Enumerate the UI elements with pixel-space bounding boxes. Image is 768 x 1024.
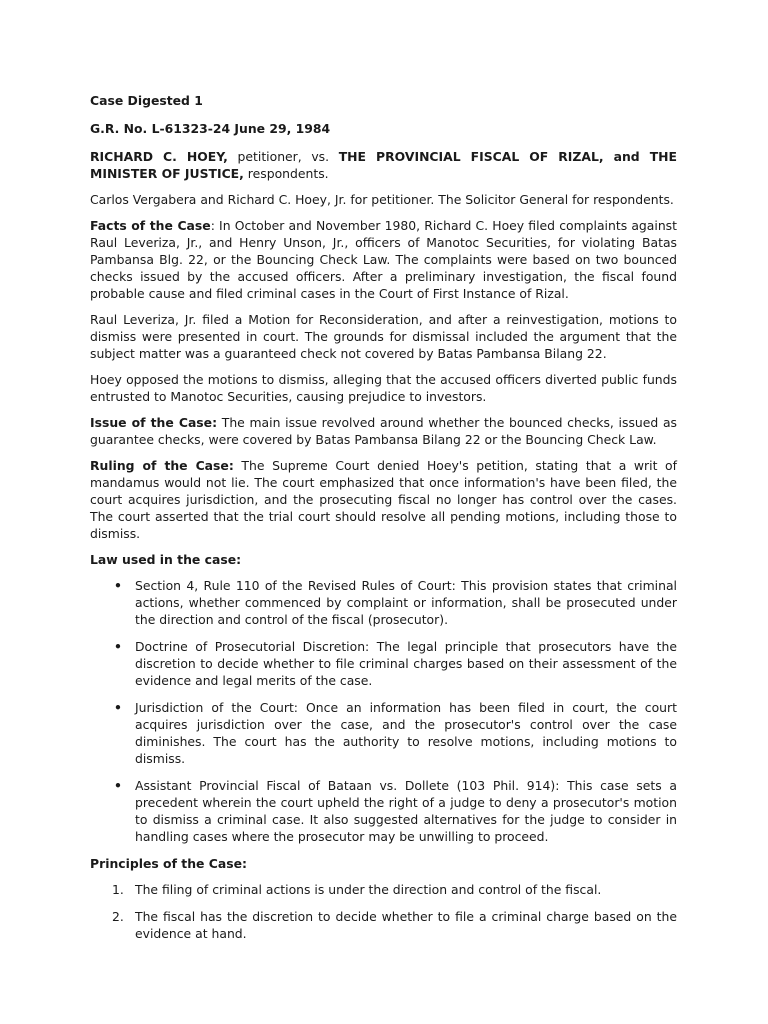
list-item [90,908,677,942]
facts-paragraph [90,217,677,302]
gr-number: G.R. No. L-61323-24 June 29, 1984 [90,121,331,136]
counsel-paragraph: Carlos Vergabera and Richard C. Hoey, Jr. for petitioner. The Solicitor General for respondents. [90,192,674,207]
ruling-paragraph [90,457,677,542]
law-item-text: Section 4, Rule 110 of the Revised Rules of Court: This provision states that criminal actions, whether commenced by complaint or information, shall be prosecuted under the direction and control of the fiscal (prosecutor). [135,578,677,627]
list-item [90,577,677,628]
issue-label: Issue of the Case: [90,415,218,430]
issue-paragraph [90,414,677,448]
issue-text: The main issue revolved around whether the bounced checks, issued as guarantee checks, were covered by Batas Pambansa Bilang 22 or the Bouncing Check Law. [90,415,677,447]
bullet-icon: • [114,639,122,654]
ruling-text: The Supreme Court denied Hoey's petition, stating that a writ of mandamus would not lie. The court emphasized that once information's have been filed, the court acquires jurisdiction, and the prosecuting fiscal no longer has control over the cases. The court asserted that the trial court should resolve all pending motions, including those to dismiss. [90,458,678,541]
bullet-icon: • [114,700,122,715]
principle-text: The filing of criminal actions is under the direction and control of the fiscal. [135,882,602,897]
bullet-icon: • [114,778,122,793]
list-number: 2. [112,909,124,924]
list-item [90,777,677,845]
principle-text: The fiscal has the discretion to decide whether to file a criminal charge based on the evidence at hand. [135,909,677,941]
law-item-text: Jurisdiction of the Court: Once an information has been filed in court, the court acquires jurisdiction over the case, and the prosecutor's control over the case diminishes. The court has the authority to resolve motions, including motions to dismiss. [135,700,677,766]
facts-text: : In October and November 1980, Richard C. Hoey filed complaints against Raul Leveriza, Jr., and Henry Unson, Jr., officers of Manotoc Securities, for violating Batas Pambansa Blg. 22, or the Bouncing Check Law. The complaints were based on two bounced checks issued by the accused officers. After a preliminary investigation, the fiscal found probable cause and filed criminal cases in the Court of First Instance of Rizal. [90,218,678,301]
list-item [90,881,677,898]
opposition-paragraph: Hoey opposed the motions to dismiss, alleging that the accused officers diverted public funds entrusted to Manotoc Securities, causing prejudice to investors. [90,372,677,404]
document-title: Case Digested 1 [90,93,203,108]
facts-label: Facts of the Case [90,218,211,233]
petitioner-role: petitioner, vs. [227,149,339,164]
document-page [90,92,677,952]
law-list [90,577,677,845]
list-item [90,699,677,767]
respondents-role: respondents. [243,166,329,181]
list-number: 1. [112,882,124,897]
law-item-text: Assistant Provincial Fiscal of Bataan vs. Dollete (103 Phil. 914): This case sets a precedent wherein the court upheld the right of a judge to deny a prosecutor's motion to dismiss a criminal case. It also suggested alternatives for the judge to consider in handling cases where the prosecutor may be unwilling to proceed. [135,778,677,844]
law-item-text: Doctrine of Prosecutorial Discretion: The legal principle that prosecutors have the discretion to decide whether to file criminal charges based on their assessment of the evidence and legal merits of the case. [135,639,677,688]
case-parties [90,148,677,182]
law-heading: Law used in the case: [90,552,242,567]
principles-list [90,881,677,942]
petitioner-name: RICHARD C. HOEY, [90,149,228,164]
list-item [90,638,677,689]
bullet-icon: • [114,578,122,593]
ruling-label: Ruling of the Case: [90,458,234,473]
respondents-name: THE PROVINCIAL FISCAL OF RIZAL, and THE MINISTER OF JUSTICE, [90,149,677,181]
reconsideration-paragraph: Raul Leveriza, Jr. filed a Motion for Reconsideration, and after a reinvestigation, motions to dismiss were presented in court. The grounds for dismissal included the argument that the subject matter was a guaranteed check not covered by Batas Pambansa Bilang 22. [90,312,677,361]
principles-heading: Principles of the Case: [90,856,247,871]
